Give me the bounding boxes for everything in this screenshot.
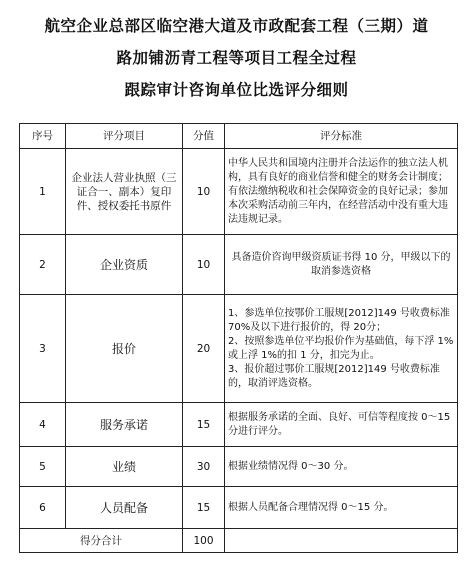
row-score: 10 — [183, 149, 225, 235]
total-score: 100 — [183, 529, 225, 553]
row-item: 企业资质 — [66, 235, 183, 295]
header-serial: 序号 — [20, 124, 66, 149]
table-row — [20, 235, 458, 295]
criteria-line: 1、参选单位按鄂价工服规[2012]149 号收费标准 70%及以下进行报价的，得 20分； — [228, 307, 450, 333]
table-row — [20, 487, 458, 529]
row-criteria — [225, 295, 458, 403]
row-serial: 3 — [20, 295, 66, 403]
row-serial: 4 — [20, 403, 66, 447]
header-criteria: 评分标准 — [225, 124, 458, 149]
row-serial: 2 — [20, 235, 66, 295]
row-item: 报价 — [66, 295, 183, 403]
row-criteria: 中华人民共和国境内注册并合法运作的独立法人机构，具有良好的商业信誉和健全的财务会计制度；有依法缴纳税收和社会保障资金的良好记录；参加本次采购活动前三年内，在经营活动中没有重大违法违规记录。 — [225, 149, 458, 235]
table-row — [20, 149, 458, 235]
table-header-row — [20, 124, 458, 149]
total-label: 得分合计 — [20, 529, 183, 553]
document-title-line-2: 路加铺沥青工程等项目工程全过程 — [116, 49, 357, 67]
table-total-row — [20, 529, 458, 553]
criteria-line: 2、按照参选单位平均报价作为基础值，每下浮 1%或上浮 1%的扣 1 分，扣完为止。 — [228, 335, 454, 361]
scoring-table — [19, 123, 458, 553]
header-item: 评分项目 — [66, 124, 183, 149]
document-title-line-3: 跟踪审计咨询单位比选评分细则 — [124, 81, 349, 99]
criteria-line: 3、报价超过鄂价工服规[2012]149 号收费标准的，取消评选资格。 — [228, 363, 440, 389]
total-criteria-empty — [225, 529, 458, 553]
row-score: 10 — [183, 235, 225, 295]
row-score: 30 — [183, 447, 225, 487]
table-row — [20, 403, 458, 447]
row-serial: 6 — [20, 487, 66, 529]
row-item: 人员配备 — [66, 487, 183, 529]
row-score: 15 — [183, 403, 225, 447]
table-row — [20, 447, 458, 487]
document-title-line-1: 航空企业总部区临空港大道及市政配套工程（三期）道 — [44, 17, 429, 35]
row-item: 业绩 — [66, 447, 183, 487]
row-score: 20 — [183, 295, 225, 403]
table-row — [20, 295, 458, 403]
row-serial: 5 — [20, 447, 66, 487]
row-serial: 1 — [20, 149, 66, 235]
header-score: 分值 — [183, 124, 225, 149]
row-criteria: 具备造价咨询甲级资质证书得 10 分，甲级以下的取消参选资格 — [225, 235, 458, 295]
row-score: 15 — [183, 487, 225, 529]
row-criteria: 根据业绩情况得 0～30 分。 — [225, 447, 458, 487]
row-item: 企业法人营业执照（三证合一、副本）复印件、授权委托书原件 — [66, 149, 183, 235]
row-item: 服务承诺 — [66, 403, 183, 447]
row-criteria: 根据服务承诺的全面、良好、可信等程度按 0～15 分进行评分。 — [225, 403, 458, 447]
row-criteria: 根据人员配备合理情况得 0～15 分。 — [225, 487, 458, 529]
